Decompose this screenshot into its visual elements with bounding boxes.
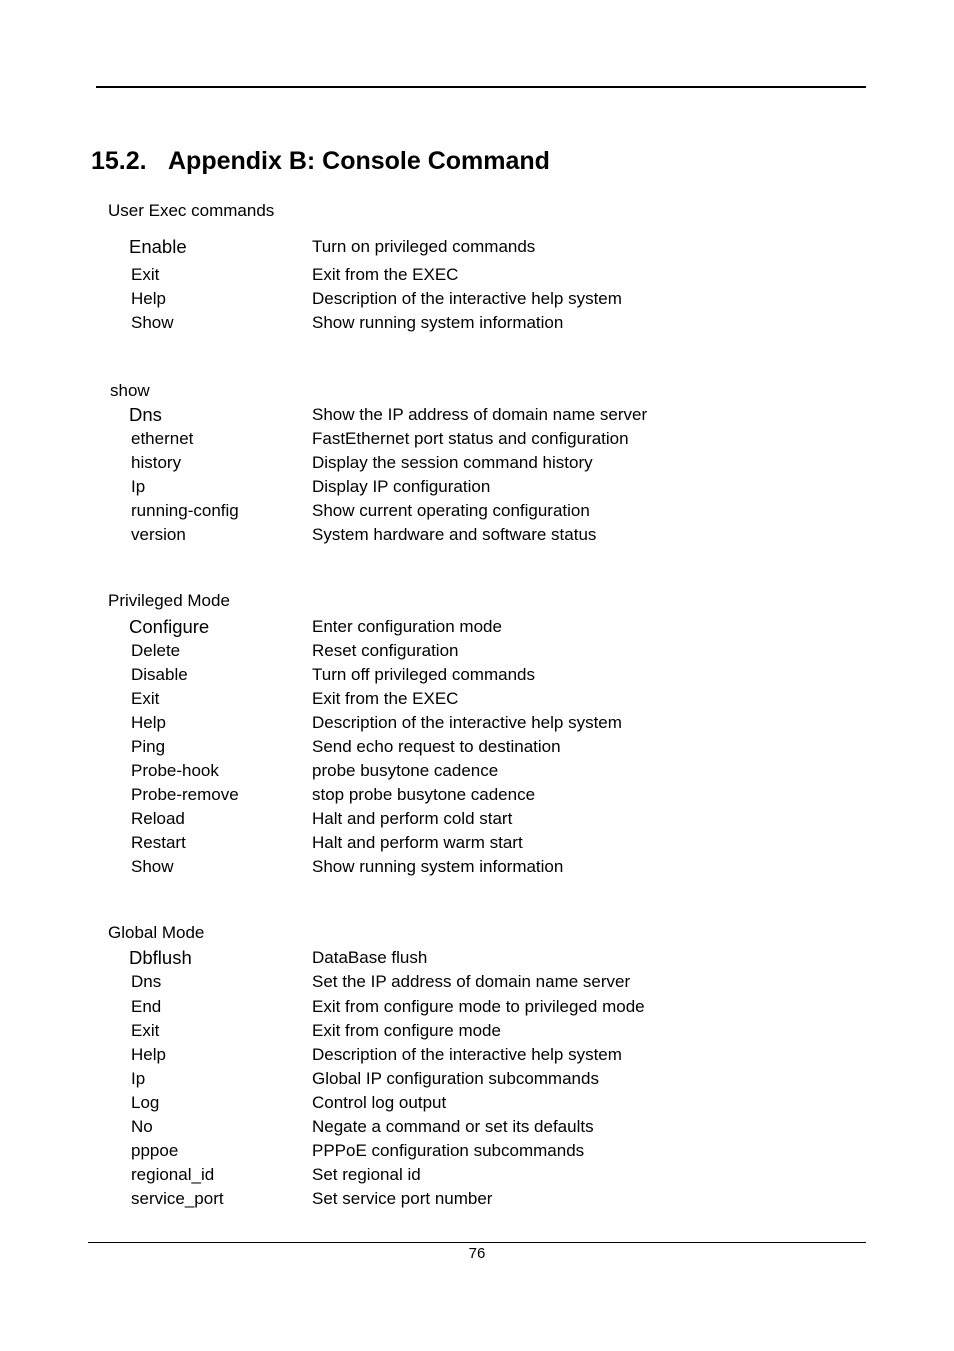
command-description: Show running system information xyxy=(312,857,564,876)
footer-rule xyxy=(88,1242,866,1243)
command-name: running-config xyxy=(131,501,239,520)
command-description: probe busytone cadence xyxy=(312,761,499,780)
header-rule xyxy=(96,86,866,88)
command-description: Enter configuration mode xyxy=(312,617,502,636)
command-description: Display the session command history xyxy=(312,453,593,472)
command-description: Exit from the EXEC xyxy=(312,689,459,708)
command-row xyxy=(0,736,954,760)
command-name: Dns xyxy=(131,972,162,991)
command-description: Description of the interactive help system xyxy=(312,713,622,732)
section-title: show xyxy=(110,381,150,400)
command-description: Show the IP address of domain name server xyxy=(312,405,648,424)
command-name: service_port xyxy=(131,1189,224,1208)
command-name: Exit xyxy=(131,265,160,284)
command-name: Dns xyxy=(129,404,162,425)
command-name: Help xyxy=(131,289,166,308)
command-name: Probe-remove xyxy=(131,785,239,804)
command-description: Negate a command or set its defaults xyxy=(312,1117,594,1136)
command-description: System hardware and software status xyxy=(312,525,597,544)
command-row xyxy=(0,616,954,640)
section-title: User Exec commands xyxy=(108,201,275,220)
command-row xyxy=(0,1140,954,1164)
command-name: Help xyxy=(131,713,166,732)
command-row xyxy=(0,808,954,832)
command-name: Delete xyxy=(131,641,181,660)
command-description: Turn off privileged commands xyxy=(312,665,535,684)
command-name: Help xyxy=(131,1045,166,1064)
command-row xyxy=(0,832,954,856)
command-description: Send echo request to destination xyxy=(312,737,561,756)
command-row xyxy=(0,760,954,784)
command-description: Control log output xyxy=(312,1093,447,1112)
command-row xyxy=(0,476,954,500)
command-name: Configure xyxy=(129,616,210,637)
command-row xyxy=(0,524,954,548)
command-description: Show running system information xyxy=(312,313,564,332)
command-row xyxy=(0,1068,954,1092)
command-row xyxy=(0,664,954,688)
command-name: Ip xyxy=(131,1069,146,1088)
command-row xyxy=(0,404,954,428)
command-description: Description of the interactive help system xyxy=(312,1045,622,1064)
command-name: Show xyxy=(131,857,174,876)
command-row xyxy=(0,1164,954,1188)
command-description: Set regional id xyxy=(312,1165,421,1184)
command-row xyxy=(0,288,954,312)
command-row xyxy=(0,996,954,1020)
command-name: Dbflush xyxy=(129,947,192,968)
command-name: Enable xyxy=(129,236,187,257)
command-description: FastEthernet port status and configuration xyxy=(312,429,629,448)
command-name: No xyxy=(131,1117,153,1136)
command-name: Exit xyxy=(131,689,160,708)
command-name: Ip xyxy=(131,477,146,496)
command-name: pppoe xyxy=(131,1141,179,1160)
command-name: Restart xyxy=(131,833,186,852)
command-row xyxy=(0,1092,954,1116)
command-row xyxy=(0,1116,954,1140)
command-description: Display IP configuration xyxy=(312,477,491,496)
command-description: Show current operating configuration xyxy=(312,501,590,520)
command-description: Turn on privileged commands xyxy=(312,237,536,256)
command-name: Disable xyxy=(131,665,188,684)
command-row xyxy=(0,1020,954,1044)
command-name: Probe-hook xyxy=(131,761,219,780)
command-row xyxy=(0,947,954,971)
command-name: regional_id xyxy=(131,1165,215,1184)
command-name: Show xyxy=(131,313,174,332)
command-description: stop probe busytone cadence xyxy=(312,785,536,804)
command-description: Set the IP address of domain name server xyxy=(312,972,631,991)
command-row xyxy=(0,1188,954,1212)
command-row xyxy=(0,1044,954,1068)
command-name: Ping xyxy=(131,737,166,756)
command-name: Exit xyxy=(131,1021,160,1040)
command-row xyxy=(0,640,954,664)
command-description: Exit from configure mode to privileged mode xyxy=(312,997,645,1016)
command-name: Reload xyxy=(131,809,185,828)
command-name: ethernet xyxy=(131,429,194,448)
command-description: DataBase flush xyxy=(312,948,428,967)
command-name: version xyxy=(131,525,186,544)
command-description: Halt and perform cold start xyxy=(312,809,513,828)
command-row xyxy=(0,971,954,995)
command-description: PPPoE configuration subcommands xyxy=(312,1141,585,1160)
section-title: Privileged Mode xyxy=(108,591,230,610)
command-description: Global IP configuration subcommands xyxy=(312,1069,599,1088)
command-row xyxy=(0,712,954,736)
command-name: Log xyxy=(131,1093,160,1112)
command-row xyxy=(0,264,954,288)
command-name: End xyxy=(131,997,162,1016)
command-description: Reset configuration xyxy=(312,641,459,660)
command-description: Set service port number xyxy=(312,1189,493,1208)
command-description: Description of the interactive help system xyxy=(312,289,622,308)
command-description: Halt and perform warm start xyxy=(312,833,523,852)
section-heading xyxy=(91,146,550,176)
command-row xyxy=(0,688,954,712)
command-name: history xyxy=(131,453,182,472)
command-description: Exit from the EXEC xyxy=(312,265,459,284)
command-row xyxy=(0,236,954,260)
command-description: Exit from configure mode xyxy=(312,1021,501,1040)
command-row xyxy=(0,428,954,452)
command-row xyxy=(0,784,954,808)
heading-number: 15.2. xyxy=(91,147,147,175)
command-row xyxy=(0,856,954,880)
command-row xyxy=(0,500,954,524)
page-number: 76 xyxy=(468,1245,486,1262)
command-row xyxy=(0,312,954,336)
command-row xyxy=(0,452,954,476)
section-title: Global Mode xyxy=(108,923,205,942)
heading-title: Appendix B: Console Command xyxy=(168,147,550,175)
